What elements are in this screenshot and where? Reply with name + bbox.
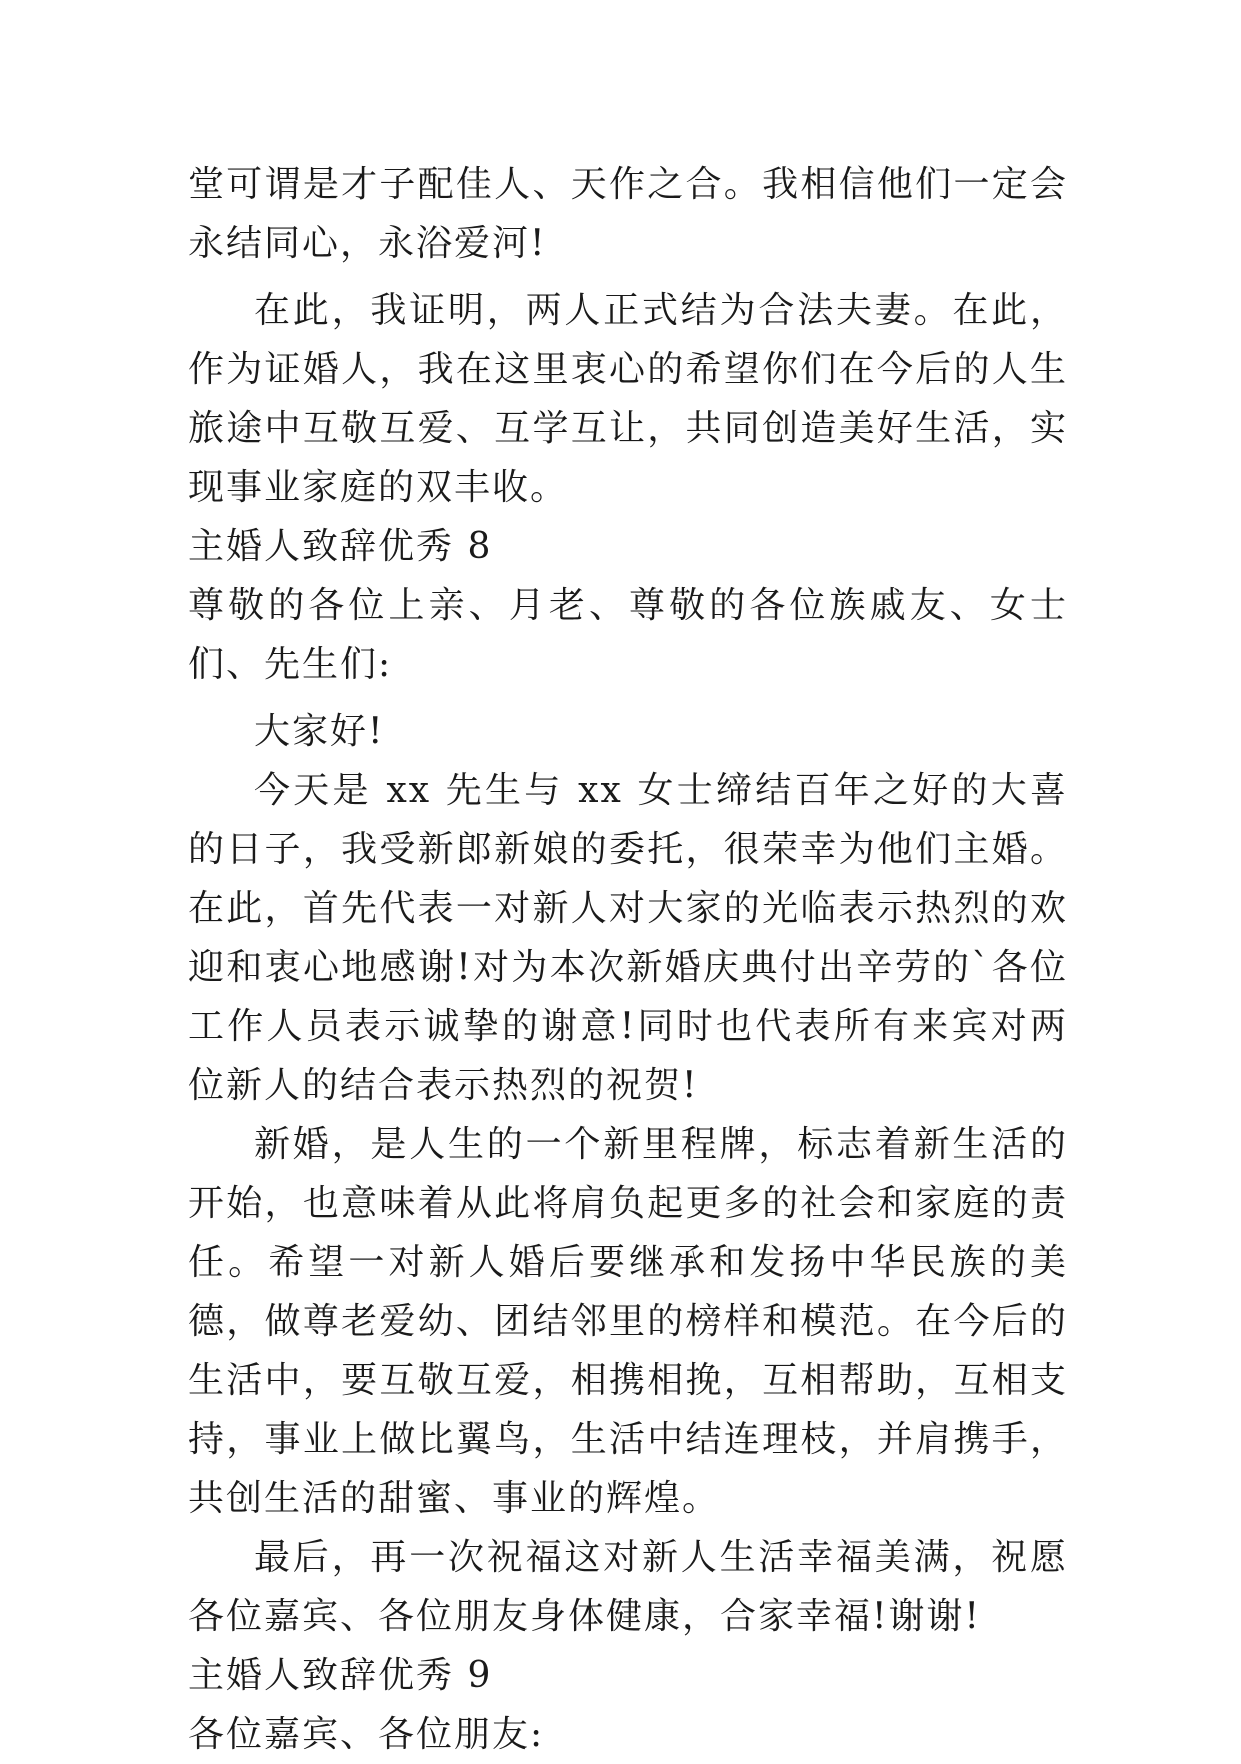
paragraph-salutation: 尊敬的各位上亲、月老、尊敬的各位族戚友、女士们、先生们: [188, 585, 1068, 685]
paragraph-salutation-9: 各位嘉宾、各位朋友: [188, 1714, 545, 1755]
paragraph-marriage-meaning: 新婚，是人生的一个新里程牌，标志着新生活的开始，也意味着从此将肩负起更多的社会和家庭的责任。希望一对新人婚后要继承和发扬中华民族的美德，做尊老爱幼、团结邻里的榜样和模范。在今后的生活中，要互敬互爱，相携相挽，互相帮助，互相支持，事业上做比翼鸟，生活中结连理枝，并肩携手，共创生活的甜蜜、事业的辉煌。 [188, 1124, 1068, 1519]
paragraph-introduction: 今天是 xx 先生与 xx 女士缔结百年之好的大喜的日子，我受新郎新娘的委托，很荣幸为他们主婚。在此，首先代表一对新人对大家的光临表示热烈的欢迎和衷心地感谢!对为本次新婚庆典付出辛劳的`各位工作人员表示诚挚的谢意!同时也代表所有来宾对两位新人的结合表示热烈的祝贺! [188, 770, 1068, 1106]
paragraph-closing-blessing: 堂可谓是才子配佳人、天作之合。我相信他们一定会永结同心，永浴爱河! [188, 164, 1068, 264]
paragraph-final-blessing: 最后，再一次祝福这对新人生活幸福美满，祝愿各位嘉宾、各位朋友身体健康，合家幸福!谢谢! [188, 1537, 1068, 1637]
paragraph-witness-statement: 在此，我证明，两人正式结为合法夫妻。在此，作为证婚人，我在这里衷心的希望你们在今后的人生旅途中互敬互爱、互学互让，共同创造美好生活，实现事业家庭的双丰收。 [188, 290, 1068, 508]
section-heading-9: 主婚人致辞优秀 9 [188, 1655, 493, 1696]
section-heading-8: 主婚人致辞优秀 8 [188, 526, 493, 567]
paragraph-greeting: 大家好! [254, 711, 385, 752]
document-body [188, 155, 1068, 1764]
